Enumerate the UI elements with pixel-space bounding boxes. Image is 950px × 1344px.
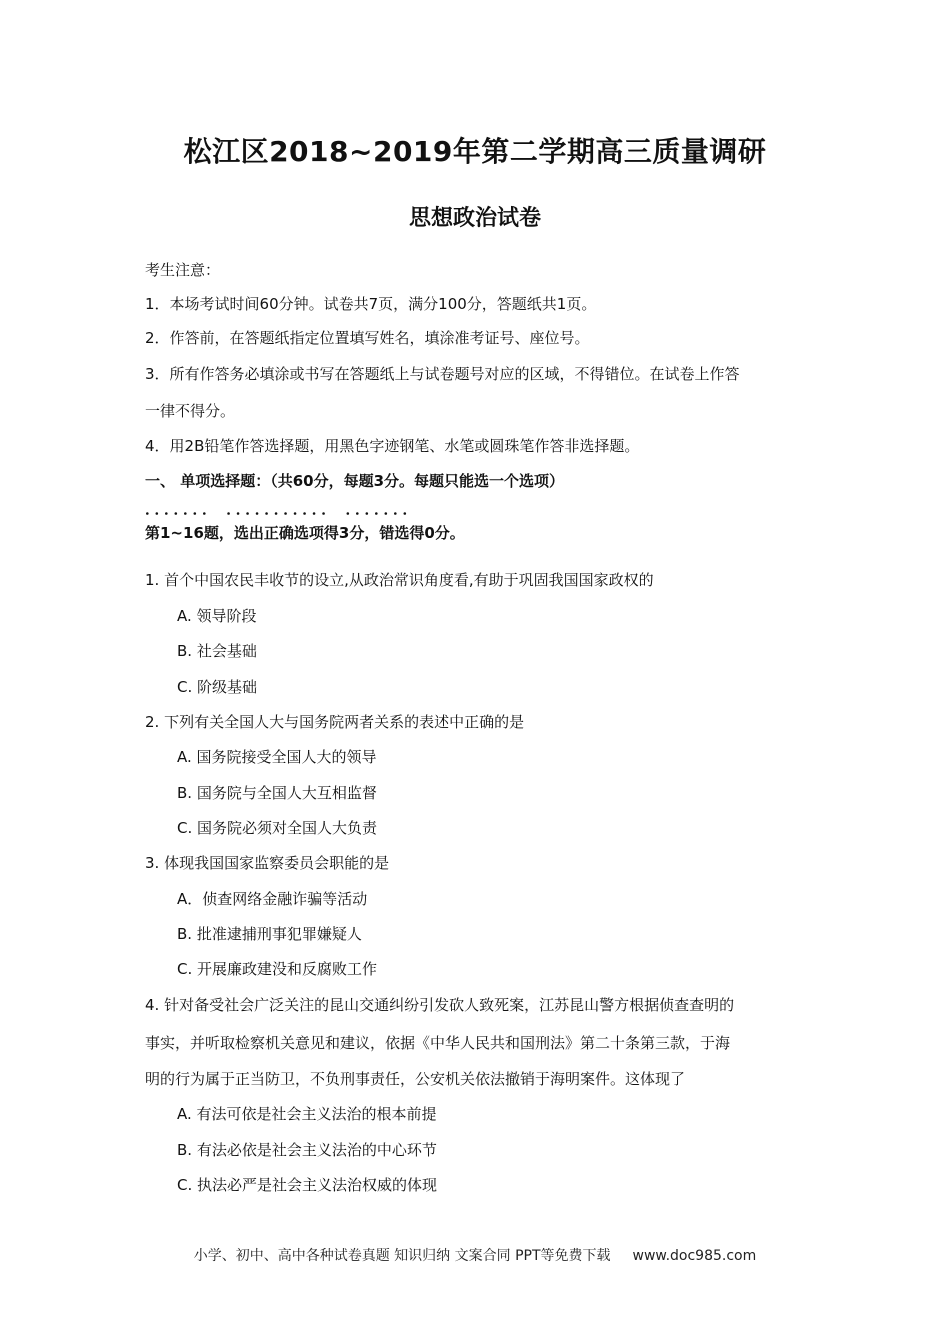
question-stem: 明的行为属于正当防卫，不负刑事责任，公安机关依法撤销于海明案件。这体现了 [145,1070,686,1088]
question-stem: 事实，并听取检察机关意见和建议，依据《中华人民共和国刑法》第二十条第三款，于海 [145,1034,731,1052]
question-stem: 2. 下列有关全国人大与国务院两者关系的表述中正确的是 [145,713,525,731]
notice-item: 4．用2B铅笔作答选择题，用黑色字迹钢笔、水笔或圆珠笔作答非选择题。 [145,437,640,455]
page-footer [0,1245,950,1265]
question-stem: 3. 体现我国国家监察委员会职能的是 [145,854,390,872]
question-option: B. 批准逮捕刑事犯罪嫌疑人 [177,925,362,943]
question-stem: 1. 首个中国农民丰收节的设立,从政治常识角度看,有助于巩固我国国家政权的 [145,571,654,589]
question-option: B. 国务院与全国人大互相监督 [177,784,377,802]
question-option: A．侦查网络金融诈骗等活动 [177,890,368,908]
exam-subtitle: 思想政治试卷 [408,206,541,231]
question-option: C. 执法必严是社会主义法治权威的体现 [177,1176,438,1194]
question-option: B. 有法必依是社会主义法治的中心环节 [177,1141,437,1159]
notice-heading: 考生注意： [145,261,221,279]
section-rule: 第1~16题，选出正确选项得3分，错选得0分。 [145,524,465,542]
question-option: C. 开展廉政建没和反腐败工作 [177,960,378,978]
notice-item: 3．所有作答务必填涂或书写在答题纸上与试卷题号对应的区域，不得错位。在试卷上作答 [145,365,740,383]
question-option: C. 国务院必须对全国人大负责 [177,819,378,837]
question-option: C. 阶级基础 [177,678,258,696]
question-option: A. 国务院接受全国人大的领导 [177,748,377,766]
emphasis-dots: ．．．．．．． ．．．．．．．．．．． ．．．．．．． [145,500,420,518]
exam-title: 松江区2018~2019年第二学期高三质量调研 [183,135,767,168]
footer-url[interactable]: www.doc985.com [632,1248,757,1264]
footer-text: 小学、初中、高中各种试卷真题 知识归纳 文案合同 PPT等免费下载 [193,1248,611,1264]
question-option: A. 领导阶段 [177,607,257,625]
notice-item: 2．作答前，在答题纸指定位置填写姓名，填涂准考证号、座位号。 [145,329,590,347]
notice-item: 1．本场考试时间60分钟。试卷共7页，满分100分，答题纸共1页。 [145,295,597,313]
section-heading: 一、 单项选择题：（共60分，每题3分。每题只能选一个选项） [145,472,565,490]
notice-item: 一律不得分。 [145,402,236,420]
question-option: B. 社会基础 [177,642,257,660]
question-stem: 4. 针对备受社会广泛关注的昆山交通纠纷引发砍人致死案，江苏昆山警方根据侦查查明的 [145,996,735,1014]
question-option: A. 有法可依是社会主义法治的根本前提 [177,1105,437,1123]
